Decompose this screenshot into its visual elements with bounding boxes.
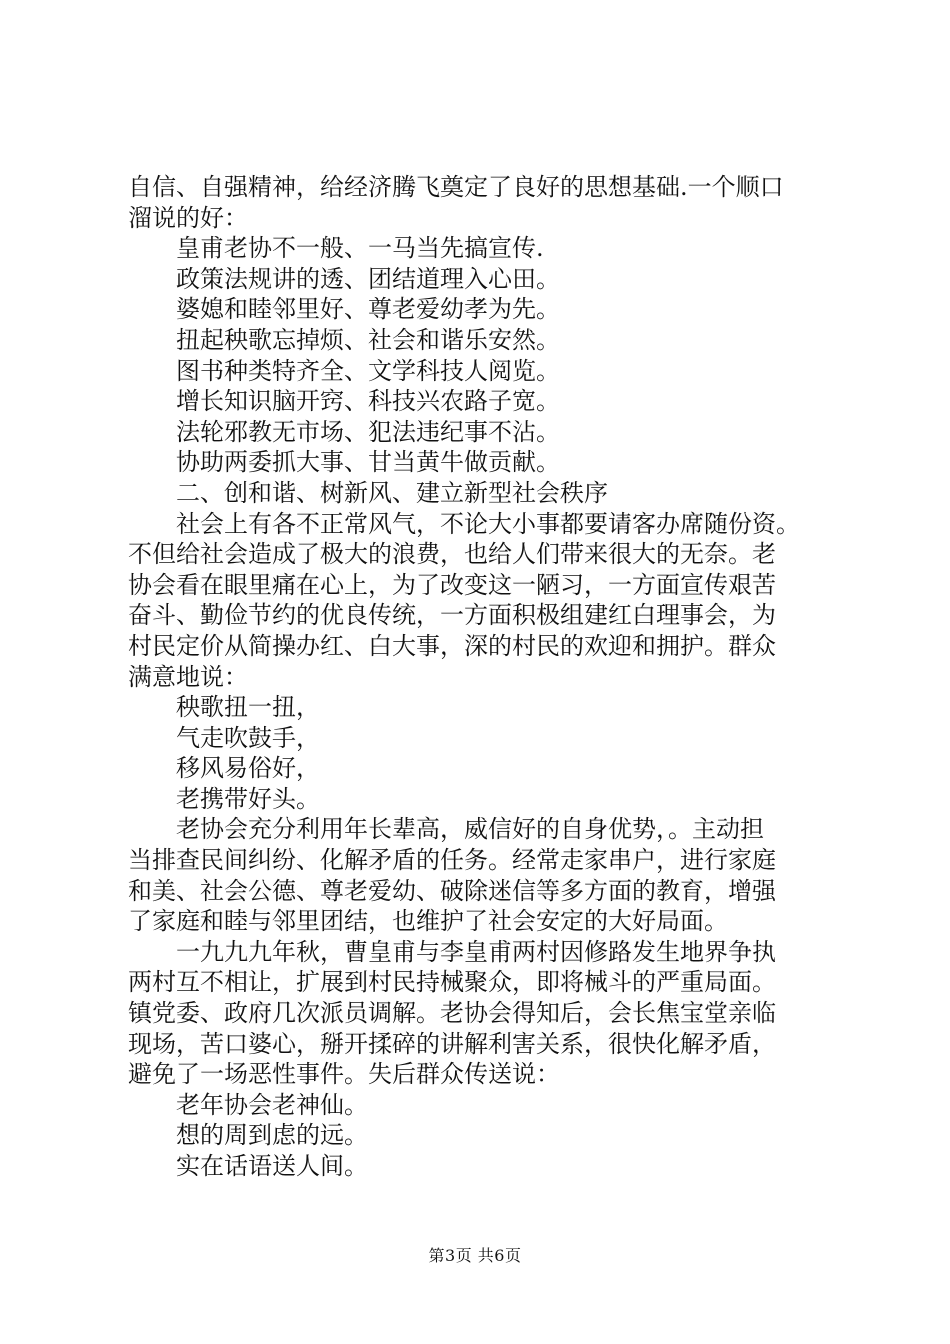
text-line: 一九九九年秋，曹皇甫与李皇甫两村因修路发生地界争执: [176, 937, 776, 966]
text-line: 了家庭和睦与邻里团结，也维护了社会安定的大好局面。: [128, 907, 728, 936]
text-line: 想的周到虑的远。: [176, 1121, 368, 1150]
text-line: 老携带好头。: [176, 784, 320, 813]
text-line: 增长知识脑开窍、科技兴农路子宽。: [176, 387, 560, 416]
text-line: 扭起秧歌忘掉烦、社会和谐乐安然。: [176, 325, 560, 354]
page-footer: 第3页 共6页: [428, 1246, 522, 1265]
text-line: 老协会充分利用年长辈高，威信好的自身优势，。主动担: [176, 815, 764, 844]
text-line: 婆媳和睦邻里好、尊老爱幼孝为先。: [176, 295, 560, 324]
text-line: 社会上有各不正常风气，不论大小事都要请客办席随份资。: [176, 509, 800, 538]
text-line: 政策法规讲的透、团结道理入心田。: [176, 264, 560, 293]
text-line: 现场，苦口婆心，掰开揉碎的讲解利害关系，很快化解矛盾，: [128, 1029, 776, 1058]
text-line: 和美、社会公德、尊老爱幼、破除迷信等多方面的教育，增强: [128, 876, 776, 905]
text-line: 溜说的好：: [128, 203, 248, 232]
text-line: 法轮邪教无市场、犯法违纪事不沾。: [176, 417, 560, 446]
text-line: 两村互不相让，扩展到村民持械聚众，即将械斗的严重局面。: [128, 968, 776, 997]
text-line: 镇党委、政府几次派员调解。老协会得知后，会长焦宝堂亲临: [128, 999, 776, 1028]
text-line: 图书种类特齐全、文学科技人阅览。: [176, 356, 560, 385]
text-line: 自信、自强精神，给经济腾飞奠定了良好的思想基础.一个顺口: [128, 173, 784, 201]
text-line: 村民定价从简操办红、白大事，深的村民的欢迎和拥护。群众: [128, 631, 776, 660]
text-line: 皇甫老协不一般、一马当先搞宣传.: [176, 234, 544, 263]
text-line: 老年协会老神仙。: [176, 1090, 368, 1119]
text-line: 奋斗、勤俭节约的优良传统，一方面积极组建红白理事会，为: [128, 601, 776, 630]
text-line: 满意地说：: [128, 662, 248, 691]
document-body: [128, 172, 848, 1182]
text-line: 二、创和谐、树新风、建立新型社会秩序: [176, 478, 608, 507]
text-line: 移风易俗好，: [176, 754, 320, 783]
text-line: 协会看在眼里痛在心上，为了改变这一陋习，一方面宣传艰苦: [128, 570, 776, 599]
text-line: 协助两委抓大事、甘当黄牛做贡献。: [176, 448, 560, 477]
text-line: 当排查民间纠纷、化解矛盾的任务。经常走家串户，进行家庭: [128, 846, 776, 875]
text-line: 避免了一场恶性事件。失后群众传送说：: [128, 1060, 560, 1089]
text-line: 气走吹鼓手，: [176, 723, 320, 752]
text-line: 不但给社会造成了极大的浪费，也给人们带来很大的无奈。老: [128, 540, 776, 569]
text-line: 秧歌扭一扭，: [176, 693, 320, 722]
text-line: 实在话语送人间。: [176, 1152, 368, 1180]
